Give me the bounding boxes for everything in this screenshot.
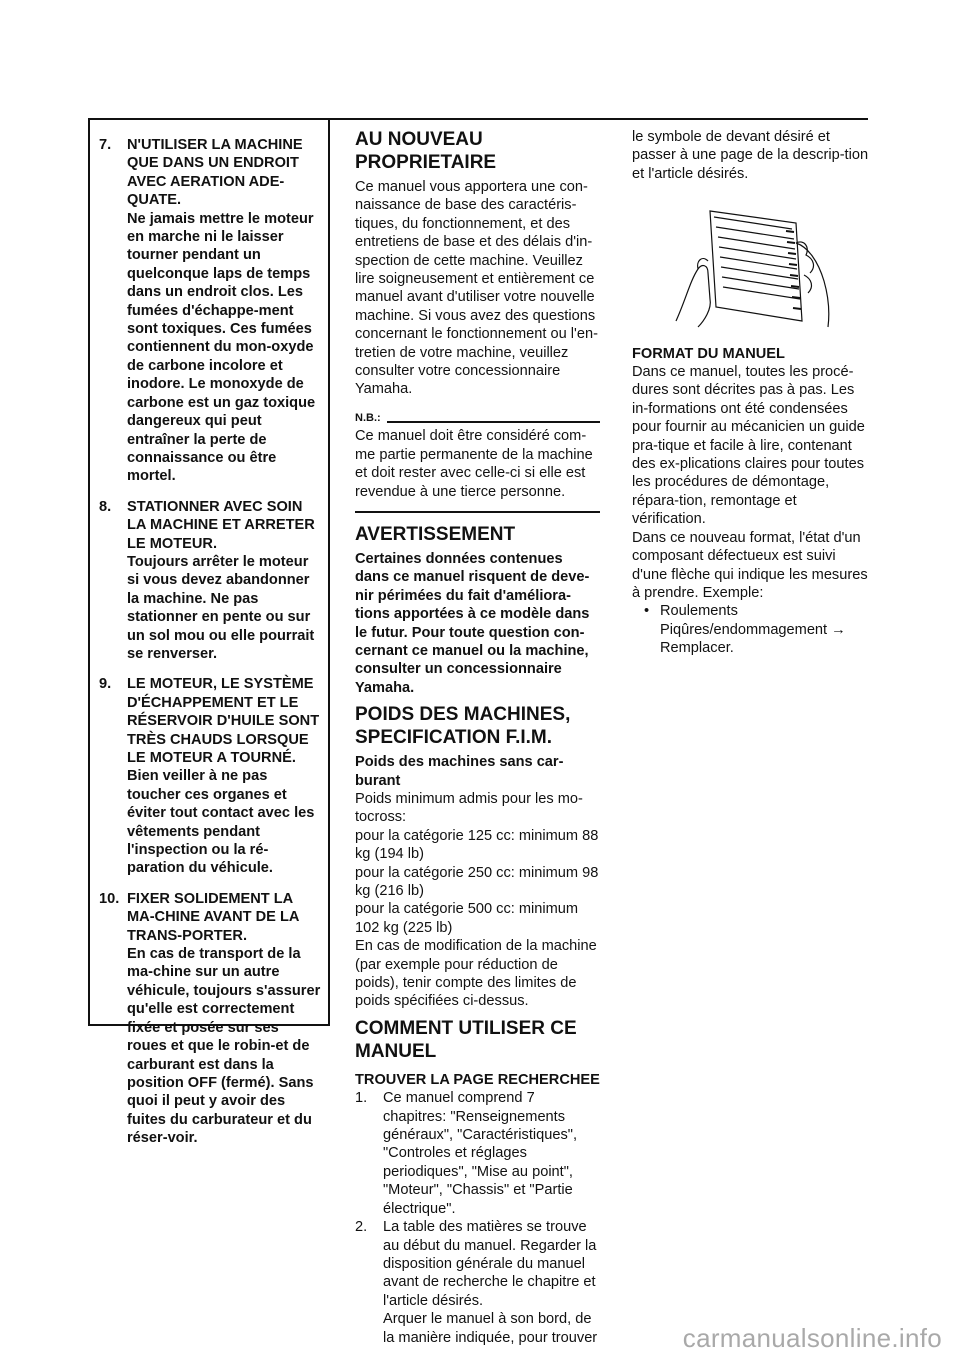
warning-number: 8. <box>99 498 112 515</box>
warning-item <box>99 136 322 486</box>
warning-title: N'UTILISER LA MACHINE QUE DANS UN ENDROIT AVEC AERATION ADE-QUATE. <box>127 137 303 209</box>
nb-text: Ce manuel doit être considéré com-me partie permanente de la machine et doit rester avec celle-ci si elle est revendue à une tierce personne. <box>355 428 593 500</box>
middle-column <box>355 128 600 1347</box>
avertissement-heading: AVERTISSEMENT <box>355 523 516 545</box>
format-text-1: Dans ce manuel, toutes les procé-dures sont décrites pas à pas. Les in-formations ont été condensées pour fournir au mécanicien un guide pra-tique et facile à lire, contenant des ex-plications claires pour toutes les procédures de démontage, répara-tion, remontage et vérification. <box>632 364 865 528</box>
owner-heading: AU NOUVEAU PROPRIETAIRE <box>355 129 497 173</box>
watermark: carmanualsonline.info <box>682 1323 942 1353</box>
comment-continuation: le symbole de devant désiré et passer à une page de la descrip-tion et l'article désirés. <box>632 129 869 182</box>
warnings-box <box>88 120 330 1147</box>
nb-line <box>387 421 600 423</box>
list-number: 2. <box>355 1219 368 1236</box>
list-item <box>355 1218 600 1310</box>
right-column <box>632 128 872 658</box>
poids-subheading: Poids des machines sans car-burant <box>355 754 564 789</box>
warning-body: Ne jamais mettre le moteur en marche ni le laisser tourner pendant un quelconque laps de temps dans un endroit clos. Les fumées d'échappe-ment sont toxiques. Ces fumées contiennent du mon-oxyde de carbone incolore et inodore. Le monoxyde de carbone est un gaz toxique dangereux qui peut entraîner la perte de connaissance ou être mortel. <box>127 210 316 485</box>
poids-line: pour la catégorie 125 cc: minimum 88 kg (194 lb) <box>355 827 599 863</box>
owner-text: Ce manuel vous apportera une con-naissance de base des caractéris-tiques, du fonctionnement, et des entretiens de base et des délais d'in-spection de cette machine. Veuillez lire soigneusement et entièrement ce manuel avant d'utiliser votre nouvelle machine. Si vous avez des questions concernant le fonctionnement ou l'en-tretien de votre machine, veuillez consulter votre concessionnaire Yamaha. <box>355 179 598 398</box>
poids-line: pour la catégorie 500 cc: minimum 102 kg (225 lb) <box>355 901 579 936</box>
comment-subheading: TROUVER LA PAGE RECHERCHEE <box>355 1071 600 1088</box>
bullet-line: Piqûres/endommagement → <box>660 621 846 638</box>
avertissement-text: Certaines données contenues dans ce manuel risquent de deve-nir périmées du fait d'améliora-tions apportées à ce modèle dans le futur. Pour toute question con-cernant ce manuel ou la machine, consulter un concessionnaire Yamaha. <box>355 550 590 696</box>
format-heading: FORMAT DU MANUEL <box>632 345 785 362</box>
list-number: 1. <box>355 1090 368 1107</box>
nb-divider <box>355 409 600 427</box>
warning-body: Toujours arrêter le moteur si vous devez abandonner la machine. Ne pas stationner en pente ou sur un sol mou ou elle pourrait se renverser. <box>127 553 315 662</box>
nb-label: N.B.: <box>355 411 381 424</box>
list-item <box>355 1310 600 1347</box>
bullet-action: Remplacer. <box>660 640 734 657</box>
poids-line: Poids minimum admis pour les mo-tocross: <box>355 790 583 826</box>
warning-number: 9. <box>99 676 112 693</box>
warning-number: 7. <box>99 137 112 153</box>
bullet-title: Roulements <box>660 603 738 620</box>
poids-line: pour la catégorie 250 cc: minimum 98 kg (216 lb) <box>355 864 599 899</box>
list-item <box>355 1089 600 1218</box>
poids-line: En cas de modification de la machine (par exemple pour réduction de poids), tenir compte des limites de poids spécifiées ci-dessus. <box>355 938 597 1010</box>
section-rule <box>355 511 600 513</box>
list-text: La table des matières se trouve au début du manuel. Regarder la disposition générale du manuel avant de recherche le chapitre et l'article désirés. <box>383 1219 597 1309</box>
poids-heading: POIDS DES MACHINES, SPECIFICATION F.I.M. <box>355 704 571 749</box>
list-text: Ce manuel comprend 7 chapitres: "Renseignements généraux", "Caractéristiques", "Controles et réglages periodiques", "Mise au point", "Moteur", "Chassis" et "Partie électrique". <box>383 1090 578 1217</box>
bullet-item <box>632 602 872 620</box>
bullet-dot-icon: • <box>644 603 650 620</box>
warning-item <box>99 675 322 877</box>
warning-body: Bien veiller à ne pas toucher ces organes et éviter tout contact avec les vêtements pendant l'inspection ou la ré-paration du véhicule. <box>127 768 315 877</box>
warning-body: En cas de transport de la ma-chine sur un autre véhicule, toujours s'assurer qu'elle est correctement fixée et posée sur ses roues et que le robin-et de carburant est dans la position OFF (fermé). Sans quoi il peut y avoir des fuites du carburateur et du réser-voir. <box>127 946 321 1147</box>
list-extra-text: Arquer le manuel à son bord, de la manière indiquée, pour trouver <box>383 1311 598 1346</box>
warning-number: 10. <box>99 890 120 907</box>
comment-heading: COMMENT UTILISER CE MANUEL <box>355 1017 577 1062</box>
warning-title: LE MOTEUR, LE SYSTÈME D'ÉCHAPPEMENT ET LE RÉSERVOIR D'HUILE SONT TRÈS CHAUDS LORSQUE LE MOTEUR A TOURNÉ. <box>127 676 320 766</box>
warning-item <box>99 890 322 1148</box>
warning-title: STATIONNER AVEC SOIN LA MACHINE ET ARRETER LE MOTEUR. <box>127 498 315 552</box>
warning-item <box>99 498 322 664</box>
manual-illustration <box>668 203 834 329</box>
format-text-2: Dans ce nouveau format, l'état d'un composant défectueux est suivi d'une flèche qui indique les mesures à prendre. Exemple: <box>632 529 868 601</box>
warning-title: FIXER SOLIDEMENT LA MA-CHINE AVANT DE LA TRANS-PORTER. <box>127 890 299 944</box>
